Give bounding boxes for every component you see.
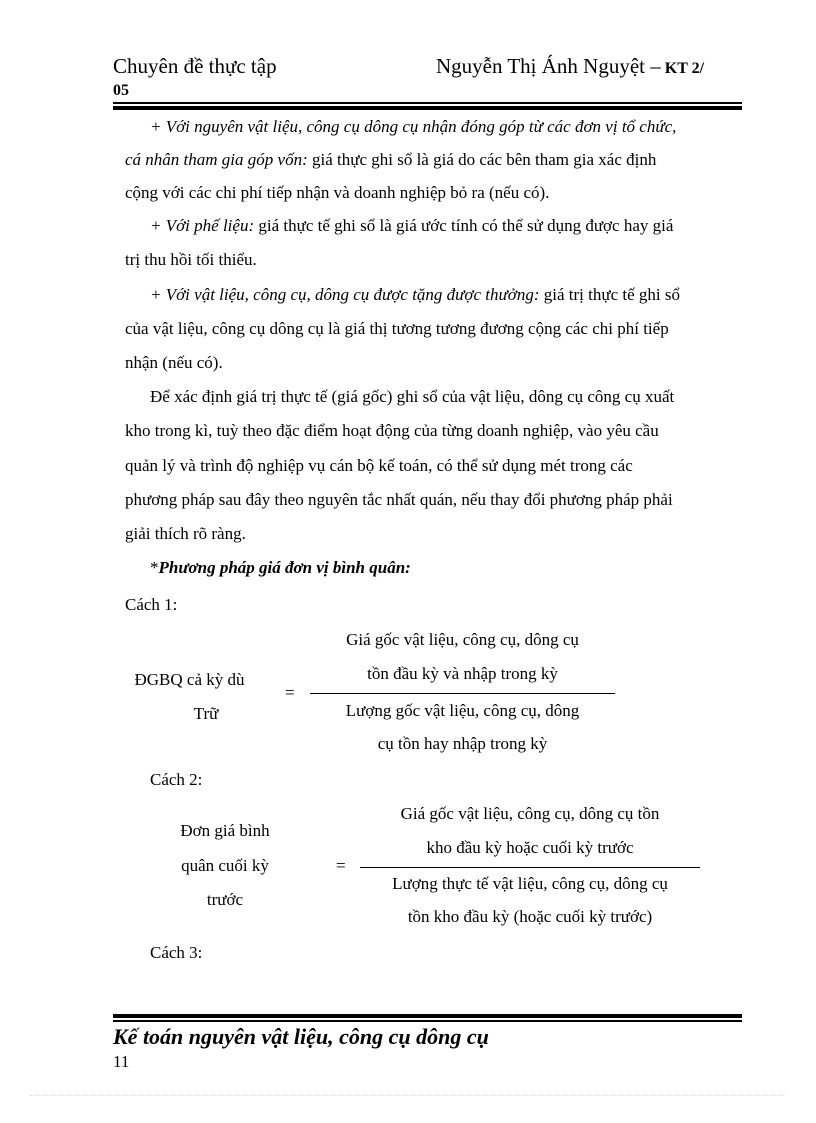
method-star: * <box>150 558 159 577</box>
cach2-lhs-line-2: quân cuối kỳ <box>181 856 269 875</box>
p3-line-3: nhận (nếu có). <box>125 353 223 372</box>
p4-line-5: giải thích rõ ràng. <box>125 524 246 543</box>
page-number: 11 <box>113 1052 130 1071</box>
p4-line-1: Để xác định giá trị thực tế (giá gốc) ghi sổ của vật liệu, dông cụ công cụ xuất <box>150 387 675 406</box>
footer-rule-thin <box>113 1020 742 1022</box>
header-rule-thick <box>113 106 742 110</box>
p1-rest: giá thực ghi sổ là giá do các bên tham gia xác định <box>307 150 657 169</box>
footer-rule-thick <box>113 1014 742 1018</box>
p3-rest: giá trị thực tế ghi sổ <box>539 285 680 304</box>
header-document-type: Chuyên đề thực tập <box>113 54 277 78</box>
cach2-lhs-line-3: trước <box>206 890 244 909</box>
cach2-label: Cách 2: <box>150 770 203 789</box>
class-year: 05 <box>113 82 129 99</box>
cach1-label: Cách 1: <box>125 595 178 614</box>
p2-line-2: trị thu hồi tối thiểu. <box>125 250 257 269</box>
page-edge-dotted-line <box>30 1095 786 1096</box>
p2-rest: giá thực tế ghi sổ là giá ước tính có thể sử dụng được hay giá <box>254 216 674 235</box>
p1-line-1: + Với nguyên vật liệu, công cụ dông cụ nhận đóng góp từ các đơn vị tổ chức, <box>150 117 677 136</box>
cach3-label: Cách 3: <box>150 943 203 962</box>
p4-line-3: quản lý và trình độ nghiệp vụ cán bộ kế toán, có thể sử dụng mét trong các <box>125 456 633 475</box>
p3-line-2: của vật liệu, công cụ dông cụ là giá thị tương tương đương cộng các chi phí tiếp <box>125 319 669 338</box>
method-heading <box>150 558 411 578</box>
footer-title: Kế toán nguyên vật liệu, công cụ dông cụ <box>113 1024 489 1049</box>
author-name: Nguyễn Thị Ánh Nguyệt – <box>436 54 661 78</box>
p1-line-3: cộng với các chi phí tiếp nhận và doanh nghiệp bỏ ra (nếu có). <box>125 183 550 202</box>
cach2-denominator-line-2: tồn kho đầu kỳ (hoặc cuối kỳ trước) <box>407 907 653 926</box>
header-rule-thin <box>113 102 742 104</box>
cach1-denominator-line-2: cụ tồn hay nhập trong kỳ <box>377 734 548 753</box>
cach1-lhs-line-1: ĐGBQ cả kỳ dù <box>134 670 245 689</box>
cach1-fraction-bar <box>310 693 615 694</box>
p4-line-2: kho trong kì, tuỳ theo đặc điểm hoạt động của từng doanh nghiệp, vào yêu cầu <box>125 421 659 440</box>
p3-line-1 <box>150 285 680 305</box>
cach1-numerator-line-1: Giá gốc vật liệu, công cụ, dông cụ <box>346 630 579 649</box>
cach2-lhs-line-1: Đơn giá bình <box>180 821 270 840</box>
p3-italic: + Với vật liệu, công cụ, dông cụ được tặng được thưởng: <box>150 285 540 304</box>
p1-line-2 <box>125 150 656 170</box>
p2-line-1 <box>150 216 673 236</box>
cach1-equals: = <box>285 683 295 702</box>
cach1-denominator-line-1: Lượng gốc vật liệu, công cụ, dông <box>345 701 580 720</box>
cach2-numerator-line-2: kho đầu kỳ hoặc cuối kỳ trước <box>426 838 634 857</box>
p4-line-4: phương pháp sau đây theo nguyên tắc nhất quán, nếu thay đổi phương pháp phải <box>125 490 673 509</box>
cach2-fraction-bar <box>360 867 700 868</box>
method-title: Phương pháp giá đơn vị bình quân: <box>158 558 411 577</box>
cach1-numerator-line-2: tồn đầu kỳ và nhập trong kỳ <box>367 664 558 683</box>
cach2-denominator-line-1: Lượng thực tế vật liệu, công cụ, dông cụ <box>392 874 668 893</box>
class-code: KT 2/ <box>664 60 705 77</box>
cach1-lhs-line-2: Trữ <box>193 704 219 723</box>
cach2-equals: = <box>336 856 346 875</box>
p2-italic: + Với phế liệu: <box>150 216 255 235</box>
header-author <box>436 54 704 79</box>
p1-italic: cá nhân tham gia góp vốn: <box>125 150 308 169</box>
cach2-numerator-line-1: Giá gốc vật liệu, công cụ, dông cụ tồn <box>400 804 660 823</box>
